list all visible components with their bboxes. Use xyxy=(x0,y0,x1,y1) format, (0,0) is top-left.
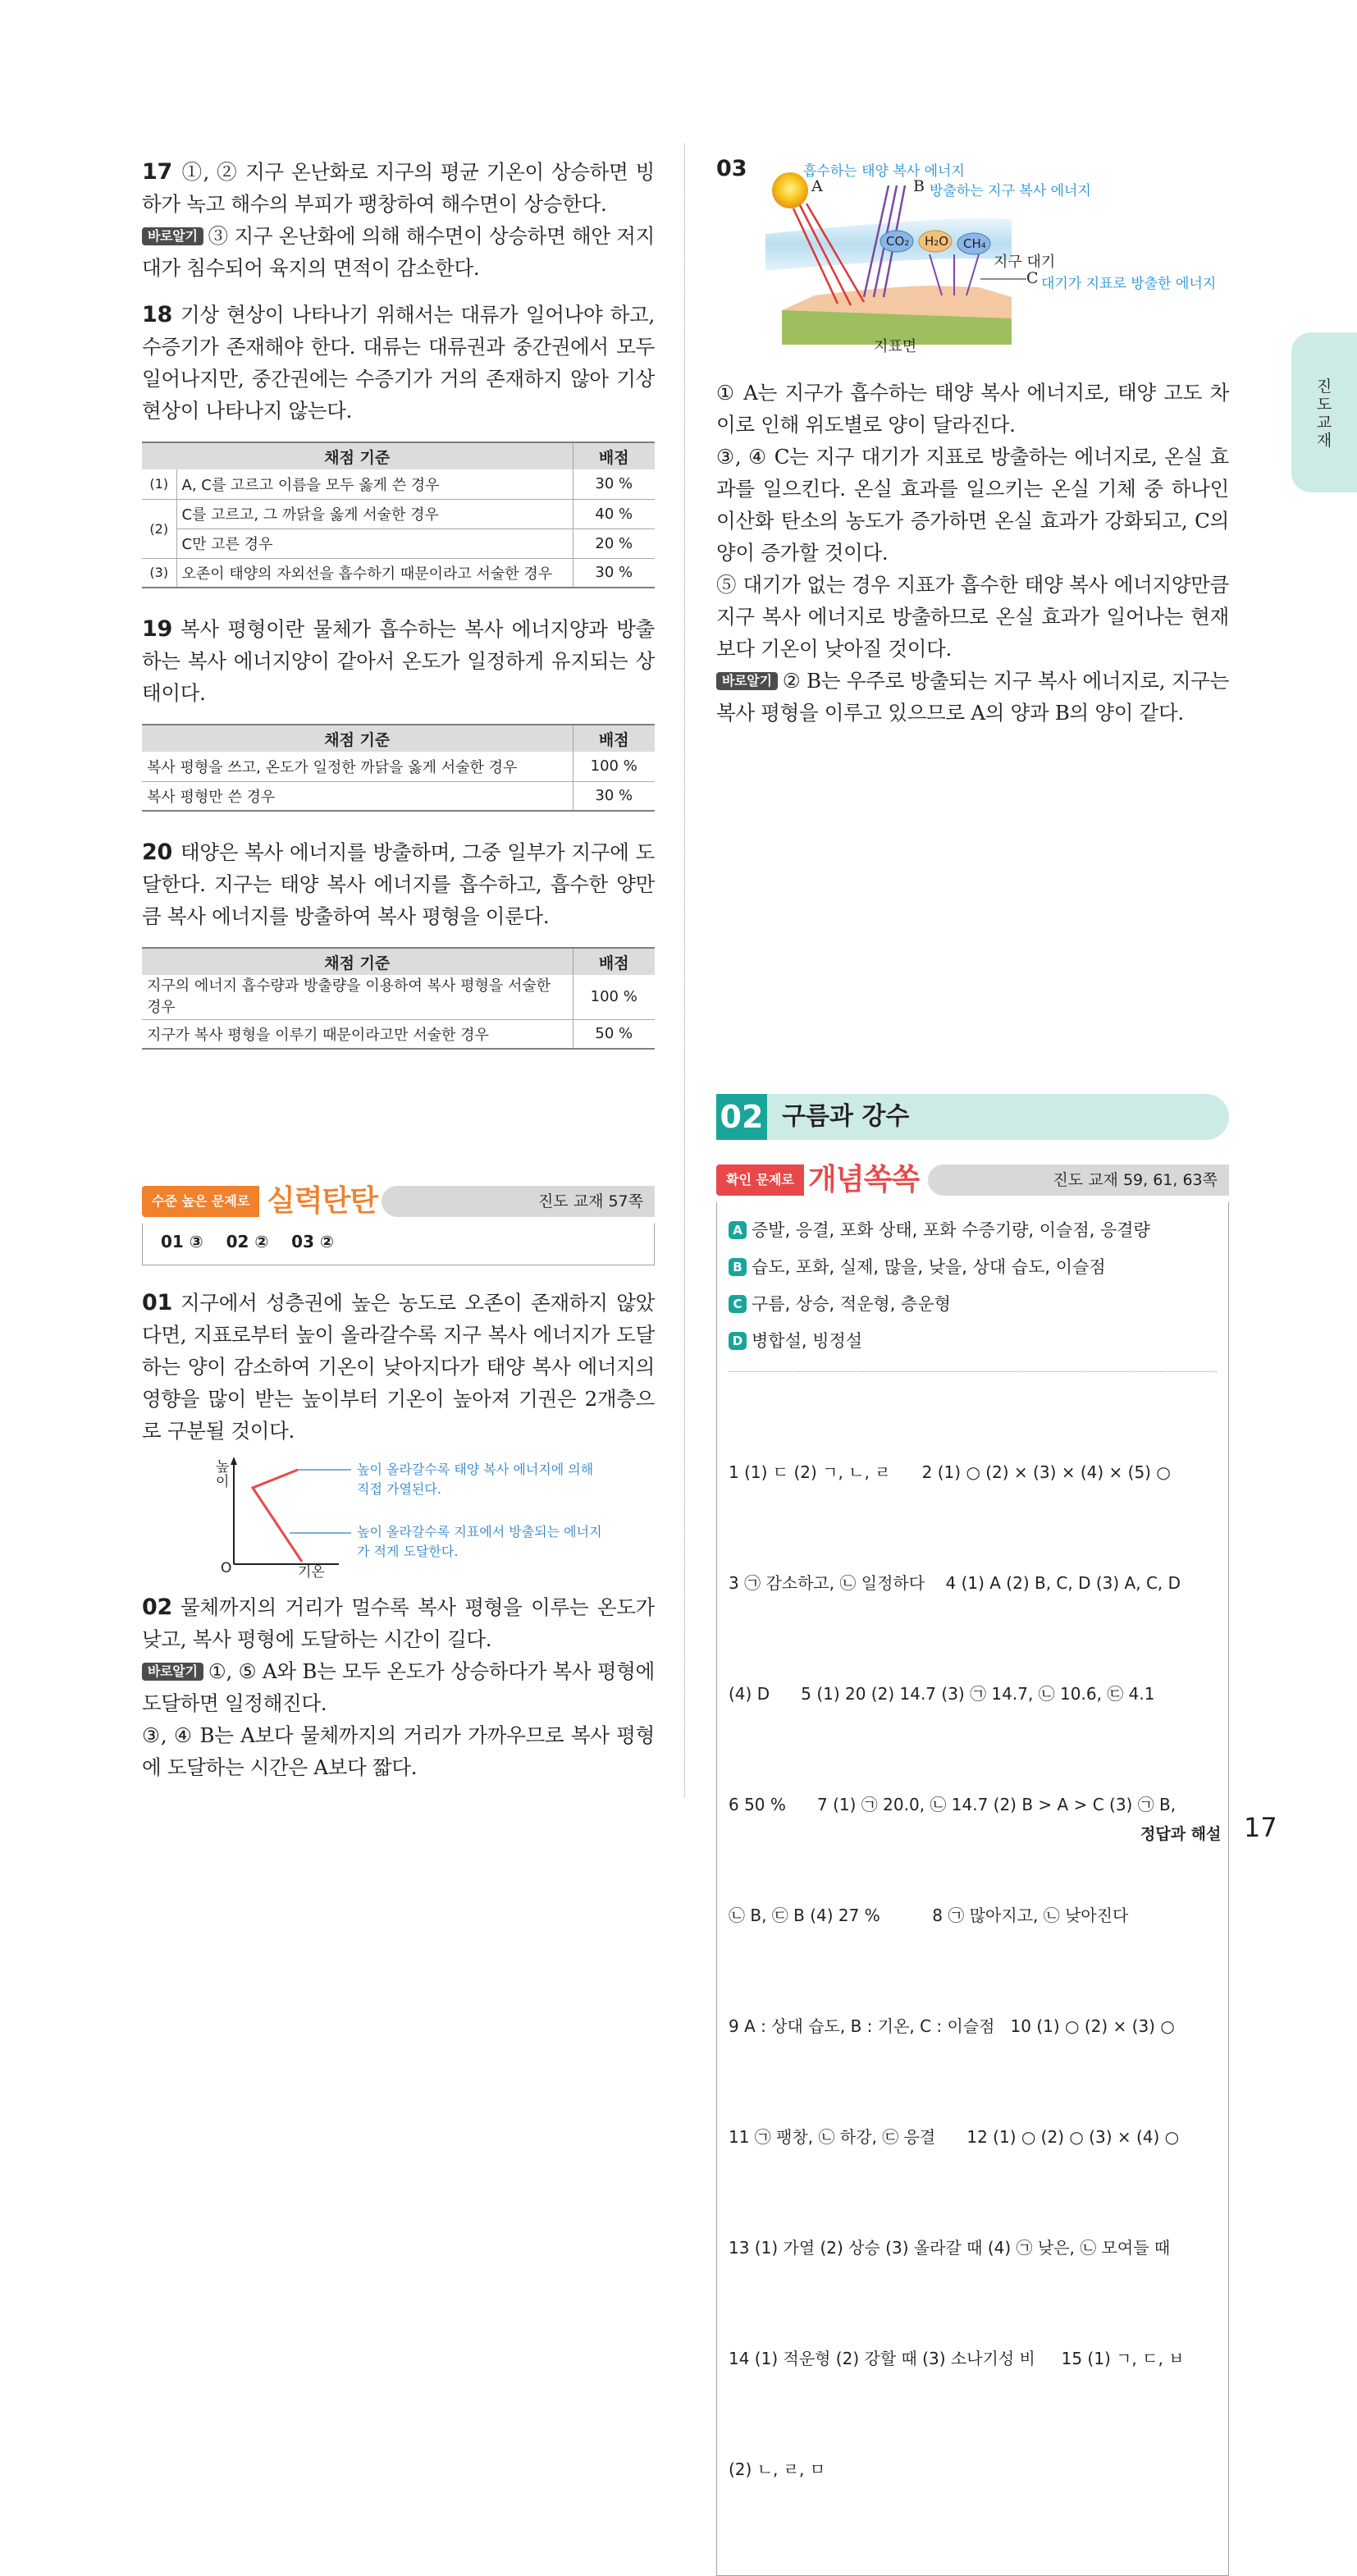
answer-03-diagram-block xyxy=(716,156,1229,365)
table-row xyxy=(142,499,655,528)
answer-line: 9 A : 상대 습도, B : 기온, C : 이슬점 10 (1) ○ (2) × (3) ○ xyxy=(729,2016,1175,2036)
correction-text: ③, ④ B는 A보다 물체까지의 거리가 가까우므로 복사 평형에 도달하는 시간은 A보다 짧다. xyxy=(142,1723,655,1779)
explanation-1: ① A는 지구가 흡수하는 태양 복사 에너지로, 태양 고도 차이로 인해 위도별로 양이 달라진다. xyxy=(716,381,1229,437)
section-badge xyxy=(716,1160,1229,1202)
graph-note-lower: 높이 올라갈수록 지표에서 방출되는 에너지가 적게 도달한다. xyxy=(357,1524,602,1559)
section-number: 02 xyxy=(716,1094,767,1140)
table-header-criteria: 채점 기준 xyxy=(142,948,573,975)
table-row xyxy=(142,752,655,781)
badge-label: 확인 문제로 xyxy=(716,1164,804,1196)
temperature-profile-line xyxy=(253,1470,302,1562)
page-number: 17 xyxy=(1244,1812,1277,1843)
atmosphere-label: 지구 대기 xyxy=(994,254,1056,271)
answer-list: 01 ③ 02 ② 03 ② xyxy=(161,1232,334,1251)
answer-line: 1 (1) ㄷ (2) ㄱ, ㄴ, ㄹ 2 (1) ○ (2) × (3) × (4) × (5) ○ xyxy=(729,1462,1171,1482)
row-points: 30 % xyxy=(573,469,655,499)
row-criteria: 복사 평형을 쓰고, 온도가 일정한 까닭을 옳게 서술한 경우 xyxy=(142,752,573,781)
question-20 xyxy=(142,836,655,932)
answer-line: (4) D 5 (1) 20 (2) 14.7 (3) ㉠ 14.7, ㉡ 10.6, ㉢ 4.1 xyxy=(729,1684,1155,1704)
silryeok-section xyxy=(142,1181,655,1265)
row-criteria: 복사 평형만 쓴 경우 xyxy=(142,781,573,811)
table-row xyxy=(142,1019,655,1049)
answer-line: ㉡ B, ㉢ B (4) 27 % 8 ㉠ 많아지고, ㉡ 낮아진다 xyxy=(729,1906,1129,1925)
row-index: (2) xyxy=(142,499,176,558)
scoring-table-18 xyxy=(142,442,655,588)
row-criteria: C를 고르고, 그 까닭을 옳게 서술한 경우 xyxy=(176,499,573,528)
correction-tag: 바로알기 xyxy=(716,672,778,690)
correction-text: ③ 지구 온난화에 의해 해수면이 상승하면 해안 저지대가 침수되어 육지의 면적이 감소한다. xyxy=(142,224,655,280)
right-column xyxy=(716,156,1229,2576)
question-number: 20 xyxy=(142,840,172,865)
question-number: 18 xyxy=(142,302,172,327)
label-emitted-earth: 방출하는 지구 복사 에너지 xyxy=(930,183,1091,199)
badge-title: 실력탄탄 xyxy=(267,1184,378,1218)
label-absorbed-solar: 흡수하는 태양 복사 에너지 xyxy=(803,163,965,180)
key-letter: A xyxy=(729,1221,747,1239)
gaenyeom-section xyxy=(716,1160,1229,2576)
row-index: (3) xyxy=(142,558,176,588)
answer-line: 11 ㉠ 팽창, ㉡ 하강, ㉢ 응결 12 (1) ○ (2) ○ (3) × (4) ○ xyxy=(729,2127,1180,2147)
section-badge xyxy=(142,1181,655,1224)
question-17 xyxy=(142,156,655,284)
key-letter: C xyxy=(729,1295,747,1313)
section-title: 구름과 강수 xyxy=(782,1102,910,1131)
key-letter: D xyxy=(729,1332,747,1350)
key-text: 습도, 포화, 실제, 많을, 낮을, 상대 습도, 이슬점 xyxy=(752,1257,1106,1277)
key-item xyxy=(729,1212,1217,1249)
answer-line: 13 (1) 가열 (2) 상승 (3) 올라갈 때 (4) ㉠ 낮은, ㉡ 모여들 때 xyxy=(729,2238,1171,2258)
badge-reference: 진도 교재 57쪽 xyxy=(382,1186,655,1217)
row-points: 50 % xyxy=(573,1019,655,1049)
side-tab[interactable] xyxy=(1291,332,1357,492)
h2o-label: H₂O xyxy=(925,234,949,249)
key-text: 구름, 상승, 적운형, 층운형 xyxy=(752,1294,951,1314)
question-text: ①, ② 지구 온난화로 지구의 평균 기온이 상승하면 빙하가 녹고 해수의 부피가 팽창하여 해수면이 상승한다. xyxy=(142,160,655,216)
row-points: 30 % xyxy=(573,558,655,588)
table-header-points: 배점 xyxy=(573,725,655,752)
answer-01 xyxy=(142,1287,655,1447)
table-row xyxy=(142,781,655,811)
answer-text: 물체까지의 거리가 멀수록 복사 평형을 이루는 온도가 낮고, 복사 평형에 도달하는 시간이 길다. xyxy=(142,1595,655,1651)
ch4-label: CH₄ xyxy=(963,236,986,251)
answer-line: 3 ㉠ 감소하고, ㉡ 일정하다 4 (1) A (2) B, C, D (3) A, C, D xyxy=(729,1573,1181,1593)
key-item xyxy=(729,1286,1217,1323)
graph-note-upper: 높이 올라갈수록 태양 복사 에너지에 의해 직접 가열된다. xyxy=(357,1462,594,1497)
badge-title: 개념쏙쏙 xyxy=(808,1163,920,1196)
question-number: 17 xyxy=(142,159,172,185)
row-points: 100 % xyxy=(573,975,655,1019)
scoring-table-19 xyxy=(142,724,655,812)
key-item xyxy=(729,1323,1217,1360)
ground-label: 지표면 xyxy=(874,338,917,355)
column-divider xyxy=(684,144,685,1797)
badge-label: 수준 높은 문제로 xyxy=(142,1186,259,1217)
correction-text: ①, ⑤ A와 B는 모두 온도가 상승하다가 복사 평형에 도달하면 일정해진다. xyxy=(142,1659,655,1715)
answer-box xyxy=(142,1224,655,1265)
question-text: 기상 현상이 나타나기 위해서는 대류가 일어나야 하고, 수증기가 존재해야 한다. 대류는 대류권과 중간권에서 모두 일어나지만, 중간권에는 수증기가 거의 존재하지 않아 기상 현상이 나타나지 않는다. xyxy=(142,303,655,423)
row-points: 40 % xyxy=(573,499,655,528)
co2-label: CO₂ xyxy=(886,234,910,249)
left-column xyxy=(142,156,655,1783)
question-number: 03 xyxy=(716,156,747,181)
key-text: 병합설, 빙정설 xyxy=(752,1331,863,1351)
correction-tag: 바로알기 xyxy=(142,227,203,245)
answer-line: (2) ㄴ, ㄹ, ㅁ xyxy=(729,2459,826,2479)
row-points: 20 % xyxy=(573,528,655,558)
dotted-separator xyxy=(729,1371,1217,1372)
key-text: 증발, 응결, 포화 상태, 포화 수증기량, 이슬점, 응결량 xyxy=(752,1220,1150,1240)
explanation-2: ③, ④ C는 지구 대기가 지표로 방출하는 에너지로, 온실 효과를 일으킨다. 온실 효과를 일으키는 온실 기체 중 하나인 이산화 탄소의 농도가 증가하면 온실 효과가 강화되고, C의 양이 증가할 것이다. xyxy=(716,445,1229,565)
answer-box xyxy=(716,1202,1229,2576)
key-list xyxy=(729,1212,1217,1360)
x-axis-label: 기온 xyxy=(298,1564,325,1581)
footer-label: 정답과 해설 xyxy=(1140,1825,1222,1843)
question-18 xyxy=(142,299,655,427)
answer-text: 지구에서 성층권에 높은 농도로 오존이 존재하지 않았다면, 지표로부터 높이 올라갈수록 지구 복사 에너지가 도달하는 양이 감소하여 기온이 낮아지다가 태양 복사 에너지의 영향을 많이 받는 높이부터 기온이 높아져 기권은 2개층으로 구분될 것이다. xyxy=(142,1291,655,1443)
badge-reference: 진도 교재 59, 61, 63쪽 xyxy=(928,1164,1229,1196)
answer-03-explanation xyxy=(716,377,1229,729)
row-points: 100 % xyxy=(573,752,655,781)
table-header-points: 배점 xyxy=(573,442,655,469)
answer-line: 6 50 % 7 (1) ㉠ 20.0, ㉡ 14.7 (2) B > A > C (3) ㉠ B, xyxy=(729,1795,1177,1814)
question-number: 19 xyxy=(142,616,172,642)
row-criteria: 오존이 태양의 자외선을 흡수하기 때문이라고 서술한 경우 xyxy=(176,558,573,588)
answer-lines xyxy=(729,1380,1217,2562)
row-criteria: 지구의 에너지 흡수량과 방출량을 이용하여 복사 평형을 서술한 경우 xyxy=(142,975,573,1019)
label-b-letter: B xyxy=(913,177,925,195)
question-text: 복사 평형이란 물체가 흡수하는 복사 에너지양과 방출하는 복사 에너지양이 같아서 온도가 일정하게 유지되는 상태이다. xyxy=(142,617,655,705)
section-header xyxy=(716,1094,1229,1140)
row-index: (1) xyxy=(142,469,176,499)
table-row xyxy=(142,558,655,588)
side-tab-label: 진도 교재 xyxy=(1316,377,1332,450)
row-criteria: 지구가 복사 평형을 이루기 때문이라고만 서술한 경우 xyxy=(142,1019,573,1049)
explanation-3: ⑤ 대기가 없는 경우 지표가 흡수한 태양 복사 에너지양만큼 지구 복사 에너지로 방출하므로 온실 효과가 일어나는 현재보다 기온이 낮아질 것이다. xyxy=(716,573,1229,661)
answer-02 xyxy=(142,1591,655,1783)
y-axis-label: 높이 xyxy=(216,1459,230,1490)
label-a-letter: A xyxy=(811,177,823,195)
temperature-height-graph xyxy=(142,1453,655,1581)
row-criteria: C만 고른 경우 xyxy=(176,528,573,558)
origin-label: O xyxy=(221,1560,232,1576)
scoring-table-20 xyxy=(142,947,655,1050)
table-row xyxy=(142,528,655,558)
answer-line: 14 (1) 적운형 (2) 강할 때 (3) 소나기성 비 15 (1) ㄱ, ㄷ, ㅂ xyxy=(729,2349,1185,2368)
table-header-points: 배점 xyxy=(573,948,655,975)
table-row xyxy=(142,975,655,1019)
table-header-criteria: 채점 기준 xyxy=(142,725,573,752)
question-number: 01 xyxy=(142,1290,172,1315)
label-atmos-to-ground: 대기가 지표로 방출한 에너지 xyxy=(1041,276,1217,292)
question-text: 태양은 복사 에너지를 방출하며, 그중 일부가 지구에 도달한다. 지구는 태양 복사 에너지를 흡수하고, 흡수한 양만큼 복사 에너지를 방출하여 복사 평형을 이룬다. xyxy=(142,840,655,928)
question-number: 02 xyxy=(142,1595,172,1620)
question-19 xyxy=(142,613,655,709)
row-points: 30 % xyxy=(573,781,655,811)
label-c-letter: C xyxy=(1026,269,1039,287)
row-criteria: A, C를 고르고 이름을 모두 옳게 쓴 경우 xyxy=(176,469,573,499)
table-row xyxy=(142,469,655,499)
key-item xyxy=(729,1249,1217,1286)
table-header-criteria: 채점 기준 xyxy=(142,442,573,469)
correction-tag: 바로알기 xyxy=(142,1663,203,1681)
correction-text: ② B는 우주로 방출되는 지구 복사 에너지로, 지구는 복사 평형을 이루고 있으므로 A의 양과 B의 양이 같다. xyxy=(716,669,1229,725)
key-letter: B xyxy=(729,1258,747,1276)
